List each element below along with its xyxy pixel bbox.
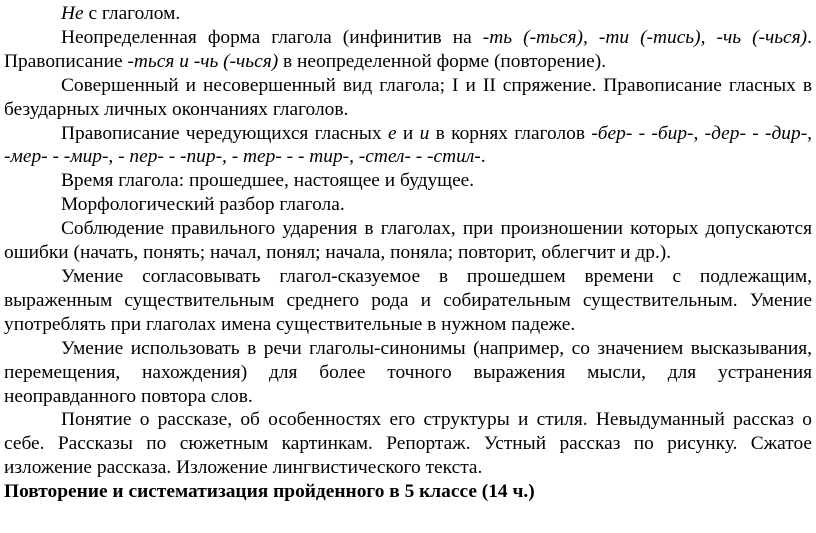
paragraph-verb-tense: Время глагола: прошедшее, настоящее и будущее. [61,170,475,192]
paragraph-stress: Соблюдение правильного ударения в глаголах, при произношении которых допускаются ошибки (начать, понять; начал, понял; начала, поняла; повторит, облегчит и др.). [4,218,812,264]
paragraph-segment: и [419,122,430,144]
paragraph-segment: Не [61,3,84,24]
paragraph-segment: в корнях глаголов [429,122,592,144]
paragraph-segment: е [387,122,397,144]
paragraph-segment: и [396,122,420,144]
paragraph-agreement: Умение согласовывать глагол-сказуемое в прошедшем времени с подлежащим, выраженным существительным среднего рода и собирательным существительным. Умение употреблять при глаголах имена существительные в нужном падеже. [4,265,812,335]
paragraph-segment: Правописание чередующихся гласных [61,122,388,144]
paragraph-segment: -бер- - -бир-, -дер- - -дир-, -мер- - -мир-, - пер- - -пир-, - тер- - - тир-, -стел- - -стил- [4,122,812,168]
paragraph-synonyms: Умение использовать в речи глаголы-синонимы (например, со значением высказывания, перемещения, нахождения) для более точного выражения мысли, для устранения неоправданного повтора слов. [4,337,812,407]
paragraph-segment: Неопределенная форма глагола (инфинитив на [61,26,483,48]
paragraph-morphological-analysis: Морфологический разбор глагола. [61,194,345,216]
paragraph-infinitive [4,26,812,74]
paragraph-aspect-conjugation: Совершенный и несовершенный вид глагола; I и II спряжение. Правописание гласных в безударных личных окончаниях глаголов. [4,74,812,120]
section-heading: Повторение и систематизация пройденного в 5 классе (14 ч.) [4,481,535,503]
paragraph-segment: с глаголом. [83,3,181,24]
paragraph-ne-s-glagolom [4,2,812,26]
paragraph-segment: . Правописание [4,26,812,72]
paragraph-story: Понятие о рассказе, об особенностях его структуры и стиля. Невыдуманный рассказ о себе. Рассказы по сюжетным картинкам. Репортаж. Устный рассказ по рисунку. Сжатое изложение рассказа. Изложение лингвистического текста. [4,409,812,479]
paragraph-segment: в неопределенной форме (повторение). [278,50,607,72]
paragraph-segment: -ть (-ться), -ти (-тись), -чь (-чься) [482,26,808,48]
paragraph-alternating-vowels [4,122,812,170]
paragraph-segment: . [480,146,486,168]
paragraph-segment: -ться и -чь (-чься) [127,50,279,72]
